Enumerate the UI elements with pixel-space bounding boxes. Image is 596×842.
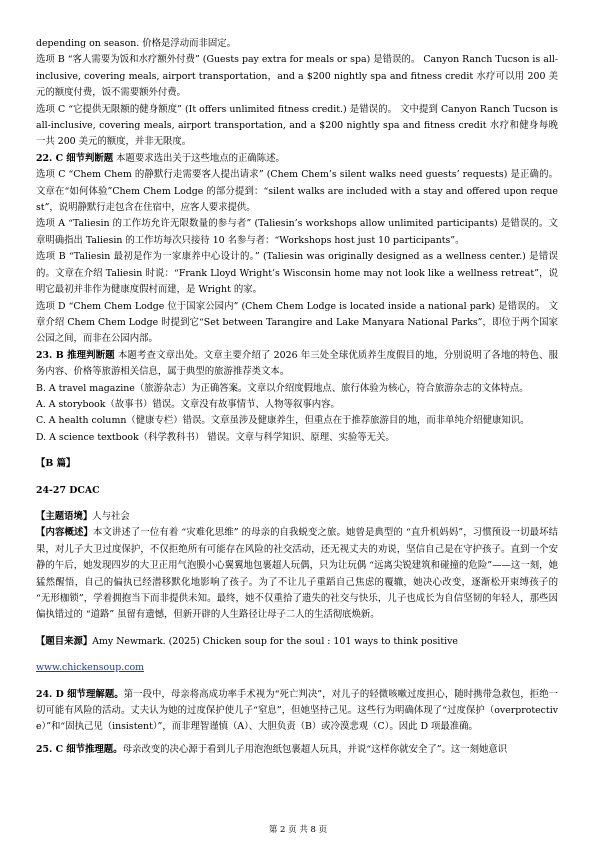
question-25-heading: 25. C 细节推理题。 [36,743,123,755]
paragraph: depending on season. 价格是浮动而非固定。 [36,38,236,49]
paragraph: B. A travel magazine（旅游杂志）为正确答案。文章以介绍度假地点、旅行体验为核心，符合旅游杂志的文体特点。 [36,382,529,394]
question-23 [36,348,558,381]
paragraph: 选项 C “Chem Chem 的静默行走需要客人提出请求” (Chem Chem’s silent walks need guests’ requests) 是正确的。 文章在“如何体验”Chem Chem Lodge 的部分提到：“silent walks are included with a stay and offered upon request”，说明静默行走包含在住宿中，应客人要求提供。 [36,169,558,214]
summary-text: 本文讲述了一位有着 “灾难化思维” 的母亲的自我蜕变之旅。她曾是典型的 “直升机妈妈”，习惯预设一切最坏结果，对儿子大卫过度保护，不仅拒绝所有可能存在风险的社交活动，还无视丈夫的劝说，坚信自己是在守护孩子。直到一个安静的午后，她发现四岁的大卫正用气泡膜小心翼翼地包裹超人玩偶，只为让玩偶 “远离尖锐建筑和碰撞的危险”——这一刻，她猛然醒悟，自己的偏执已经潜移默化地影响了孩子。为了不让儿子重蹈自己焦虑的覆辙，她决心改变，逐渐松开束缚孩子的 “无形枷锁”，学着拥抱当下而非提供未知。最终，她不仅重拾了遗失的社交与快乐，儿子也成长为自信坚韧的年轻人，那些因偏执错过的 “道路” 虽留有遗憾，但新开辟的人生路径让母子二人的生活彻底焕新。 [36,527,558,621]
summary-label: 【内容概述】 [36,527,93,539]
question-23-heading: 23. B 推理判断题 [36,349,115,361]
question-22 [36,151,558,167]
question-24 [36,687,558,736]
paragraph: 选项 B “Taliesin 最初是作为一家康养中心设计的。” (Taliesin was originally designed as a wellness center.) 是错误的。文章在介绍 Taliesin 时说：“Frank Lloyd Wright’s Wisconsin home may not look like a wellness retreat”，说明它最初并非作为健康度假村而建，是 Wright 的家。 [36,251,558,296]
question-25 [36,742,558,758]
theme-label: 【主题语境】 [36,510,93,522]
document-page [36,36,558,758]
source-line [36,634,558,650]
question-24-text: 第一段中，母亲将高成功率手术视为“死亡判决”，对儿子的轻微咳嗽过度担心，随时携带急救包，拒绝一切可能有风险的活动。丈夫认为她的过度保护使儿子“窒息”，但她坚持己见。这些行为明确体现了“过度保护（overprotective）”和“固执己见（insistent）”，而非理智谨慎（A）、大胆负责（B）或冷漠悲观（C）。因此 D 项最准确。 [36,688,559,733]
paragraph: A. A storybook（故事书）错误。文章没有故事情节、人物等叙事内容。 [36,398,340,410]
theme-value: 人与社会 [92,510,130,522]
source-text: Amy Newmark. (2025) Chicken soup for the soul : 101 ways to think positive [92,635,458,647]
paragraph: D. A science textbook（科学教科书） 错误。文章与科学知识、原理、实验等无关。 [36,431,395,443]
passage-answer-key: 24-27 DCAC [36,484,100,496]
source-url-line [36,660,558,676]
theme-line [36,509,558,525]
paragraph: C. A health column（健康专栏）错误。文章虽涉及健康养生，但重点在于推荐旅游目的地，而非单纯介绍健康知识。 [36,415,530,427]
paragraph: 选项 D “Chem Chem Lodge 位于国家公园内” (Chem Chem Lodge is located inside a national park) 是错误的。 文章介绍 Chem Chem Lodge 时提到它“Set between Tarangire and Lake Manyara National Parks”，即位于两个国家公园之间，而非在公园内部。 [36,300,558,345]
paragraph: 选项 A “Taliesin 的工作坊允许无限数量的参与者” (Taliesin’s workshops allow unlimited participants) 是错误的。文章明确指出 Taliesin 的工作坊每次只接待 10 名参与者：“Workshops host just 10 participants”。 [36,218,558,246]
section-heading: 【B 篇】 [36,458,76,470]
paragraph: 选项 B “客人需要为饭和水疗额外付费” (Guests pay extra for meals or spa) 是错误的。 Canyon Ranch Tucson is all-inclusive, covering meals, airport transportation，and a $200 nightly spa and fitness credit 水疗可以用 200 美元的额度付费，饭不需要额外付费。 [36,54,558,99]
question-23-intro: 本题考查文章出处。文章主要介绍了 2026 年三处全球优质养生度假目的地，分别说明了各地的特色、服务内容、价格等旅游相关信息，属于典型的旅游推荐类文本。 [36,349,559,378]
question-22-heading: 22. C 细节判断题 [36,152,114,164]
source-label: 【题目来源】 [36,635,93,647]
source-link[interactable]: www.chickensoup.com [36,662,145,674]
paragraph: 选项 C “它提供无限额的健身额度” (It offers unlimited fitness credit.) 是错误的。 文中提到 Canyon Ranch Tucson is all-inclusive, covering meals, airport transportation, and a $200 nightly spa and fitness credit 水疗和健身每晚一共 200 美元的额度，并非无限度。 [36,103,558,148]
question-24-heading: 24. D 细节理解题。 [36,688,124,700]
question-22-intro: 本题要求选出关于这些地点的正确陈述。 [116,152,285,164]
summary-paragraph [36,525,558,623]
question-25-text: 母亲改变的决心源于看到儿子用泡泡纸包裹超人玩具，并说“这样你就安全了”。这一刻她意识 [122,743,508,755]
page-number: 第 2 页 共 8 页 [268,825,328,835]
